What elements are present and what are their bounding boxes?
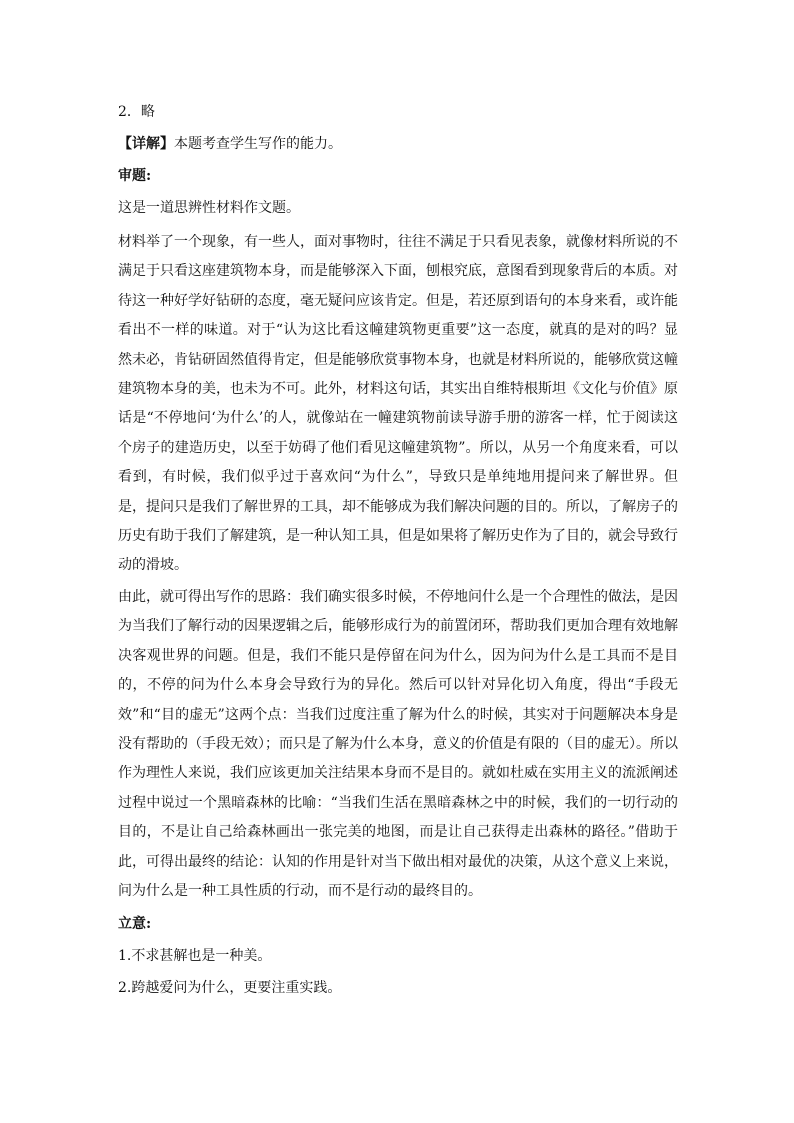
- answer-number-line: 2．略: [118, 104, 155, 120]
- review-paragraph-approach: 由此，就可得出写作的思路：我们确实很多时候，不停地问什么是一个合理性的做法，是因为当我们了解行动的因果逻辑之后，能够形成行为的前置闭环，帮助我们更加合理有效地解决客观世界的问题。但是，我们不能只是停留在问为什么，因为问为什么是工具而不是目的，不停的问为什么本身会导致行为的异化。然后可以针对异化切入角度，得出“手段无效”和“目的虚无”这两个点：当我们过度注重了解为什么的时候，其实对于问题解决本身是没有帮助的（手段无效）；而只是了解为什么本身，意义的价值是有限的（目的虚无）。所以作为理性人来说，我们应该更加关注结果本身而不是目的。就如杜威在实用主义的流派阐述过程中说过一个黑暗森林的比喻：“当我们生活在黑暗森林之中的时候，我们的一切行动的目的，不是让自己给森林画出一张完美的地图，而是让自己获得走出森林的路径。”借助于此，可得出最终的结论：认知的作用是针对当下做出相对最优的决策，从这个意义上来说，问为什么是一种工具性质的行动，而不是行动的最终目的。: [118, 588, 678, 899]
- review-heading: 审题:: [118, 168, 152, 184]
- document-page: [118, 100, 678, 1008]
- theme-item-2: 2.跨越爱问为什么，更要注重实践。: [118, 980, 342, 997]
- theme-item-1: 1.不求甚解也是一种美。: [118, 948, 272, 965]
- review-paragraph-material: 材料举了一个现象，有一些人，面对事物时，往往不满足于只看见表象，就像材料所说的不满足于只看这座建筑物本身，而是能够深入下面，刨根究底，意图看到现象背后的本质。对待这一种好学好钻研的态度，毫无疑问应该肯定。但是，若还原到语句的本身来看，或许能看出不一样的味道。对于“认为这比看这幢建筑物更重要”这一态度，就真的是对的吗？显然未必，肯钻研固然值得肯定，但是能够欣赏事物本身，也就是材料所说的，能够欣赏这幢建筑物本身的美，也未为不可。此外，材料这句话，其实出自维特根斯坦《文化与价值》原话是“不停地问‘为什么’的人，就像站在一幢建筑物前读导游手册的游客一样，忙于阅读这个房子的建造历史，以至于妨碍了他们看见这幢建筑物”。所以，从另一个角度来看，可以看到，有时候，我们似乎过于喜欢问“为什么”，导致只是单纯地用提问来了解世界。但是，提问只是我们了解世界的工具，却不能够成为我们解决问题的目的。所以，了解房子的历史有助于我们了解建筑，是一种认知工具，但是如果将了解历史作为了目的，就会导致行动的滑坡。: [118, 234, 678, 574]
- theme-heading: 立意:: [118, 916, 152, 933]
- detail-line: [118, 132, 678, 156]
- detail-text: 本题考查学生写作的能力。: [174, 136, 342, 152]
- detail-label: 【详解】: [118, 136, 174, 152]
- review-intro: 这是一道思辨性材料作文题。: [118, 200, 300, 216]
